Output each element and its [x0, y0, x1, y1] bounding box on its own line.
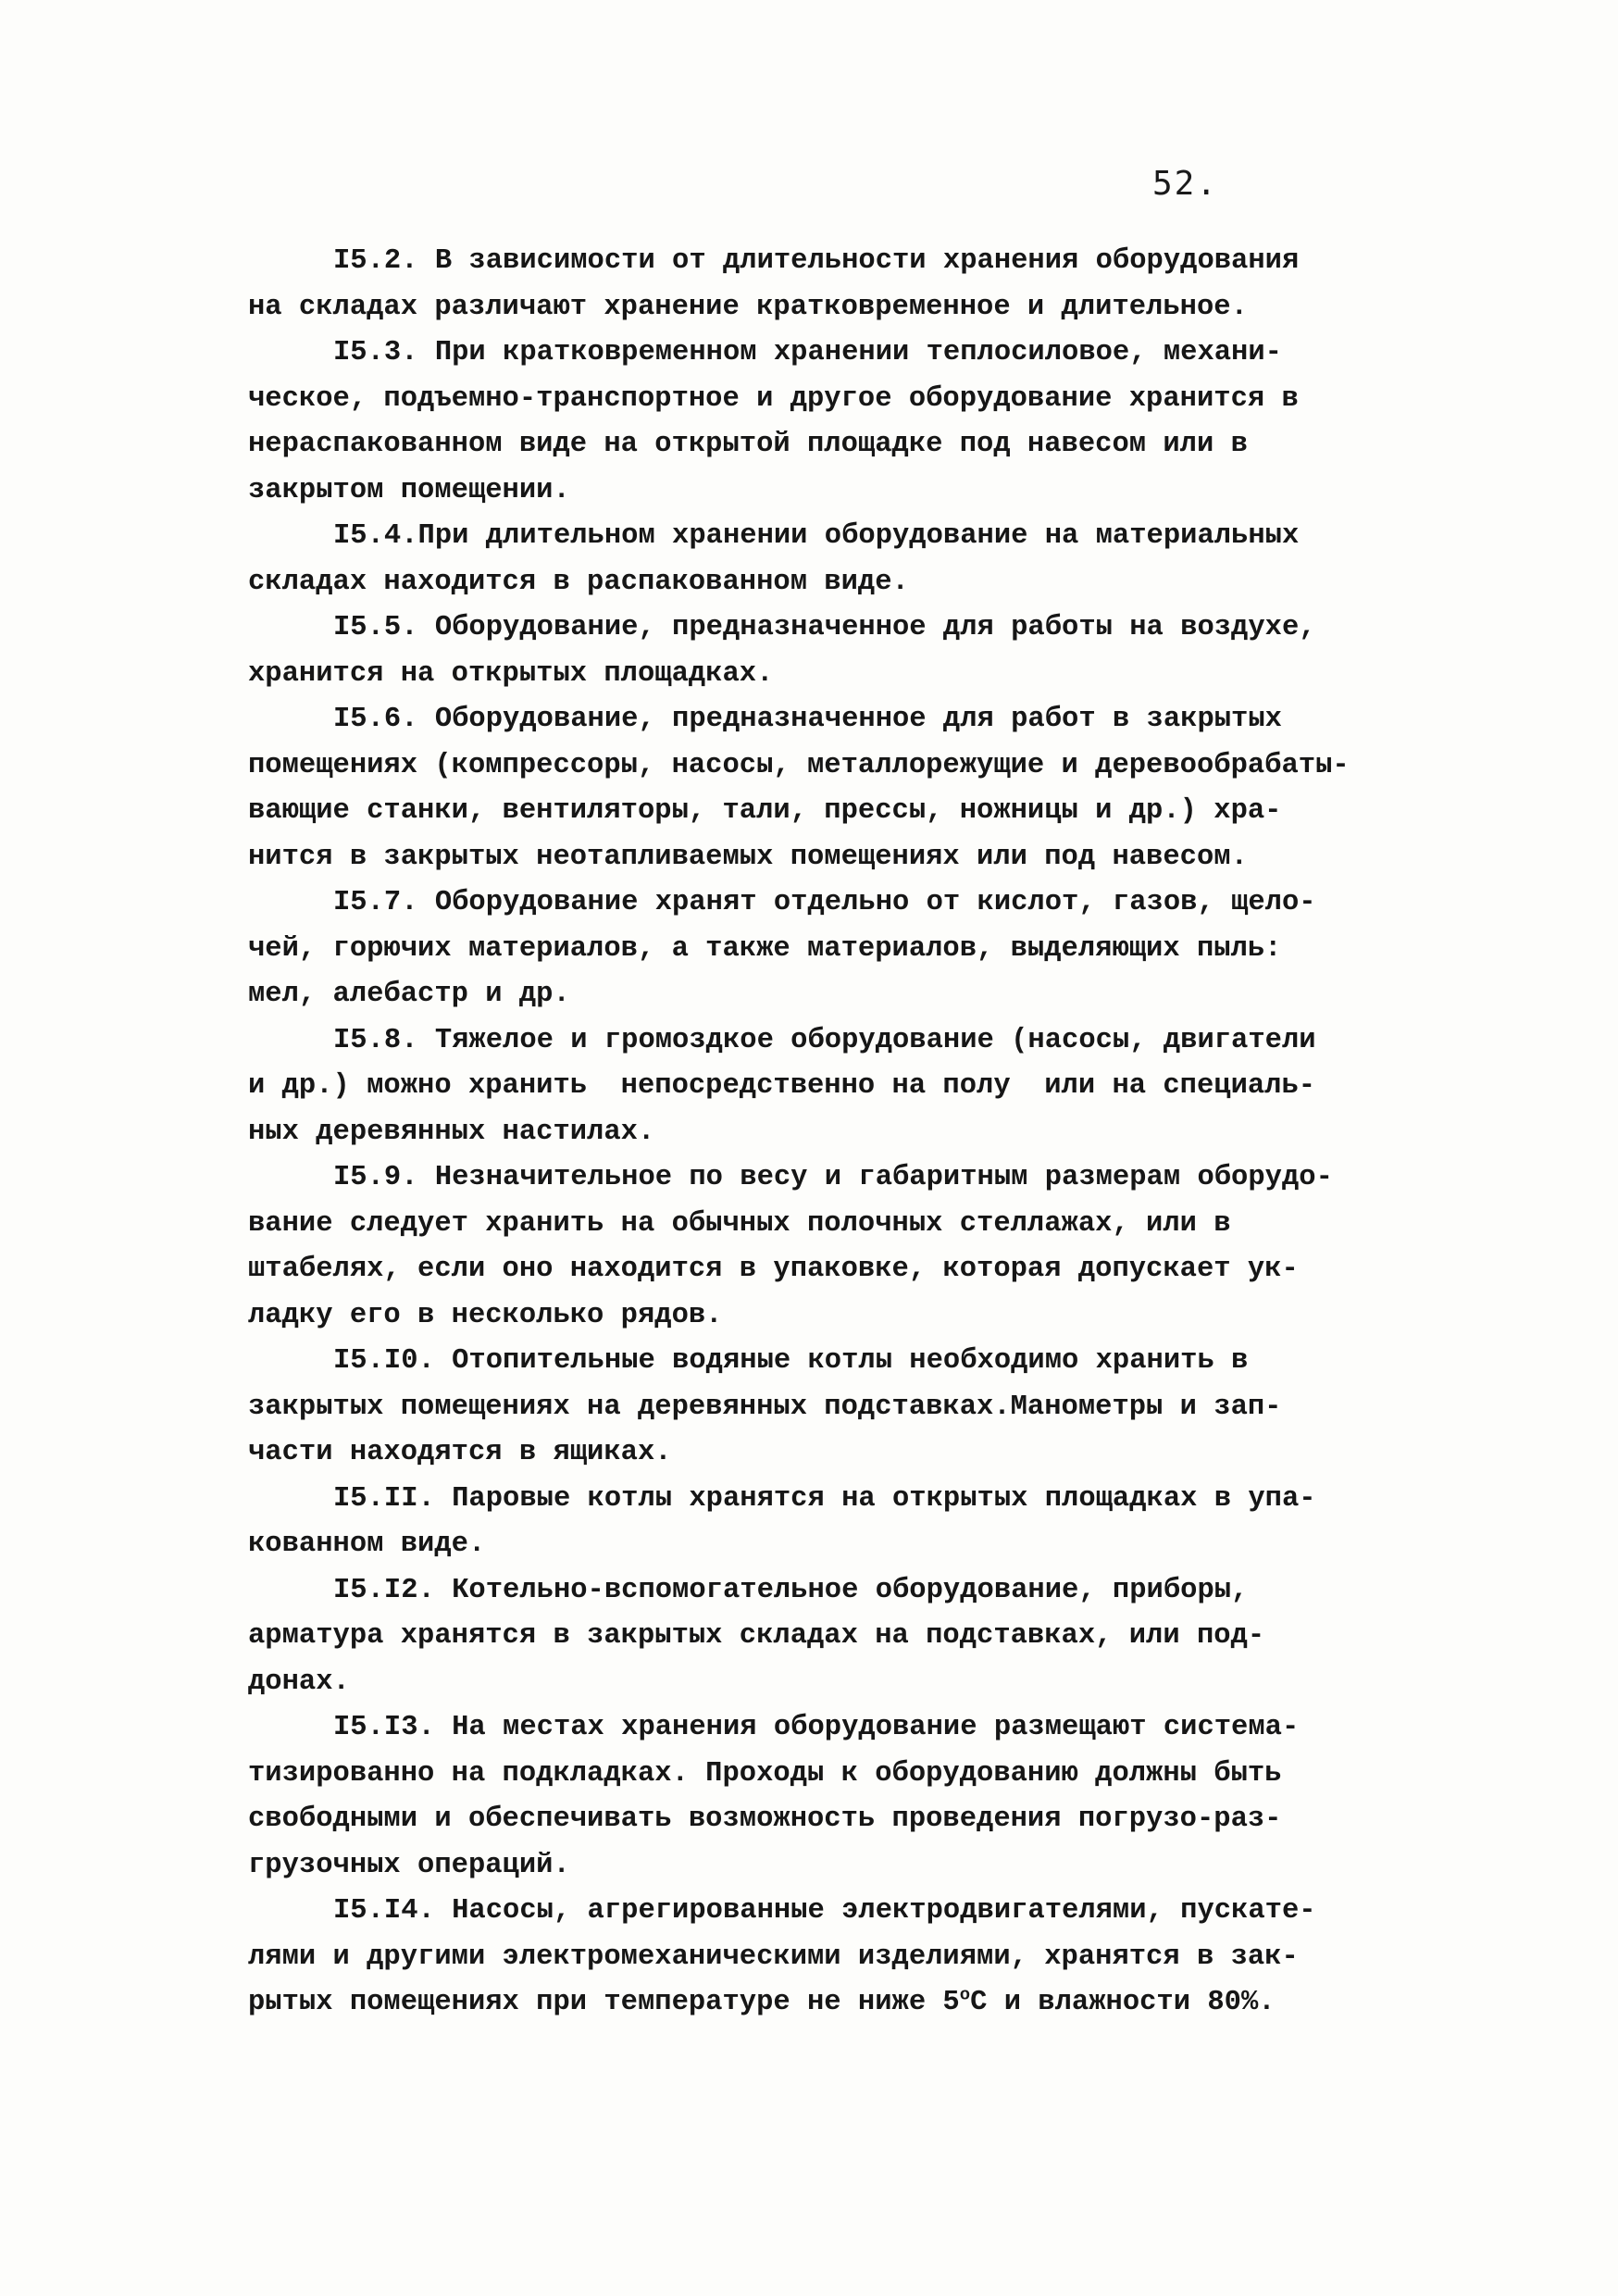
text-line: I5.5. Оборудование, предназначенное для работы на воздухе,	[333, 612, 1316, 643]
text-line: закрытом помещении.	[248, 474, 570, 506]
paragraph-15-6	[248, 697, 1396, 880]
text-line: закрытых помещениях на деревянных подставках.Манометры и зап-	[248, 1391, 1282, 1423]
text-line: помещениях (компрессоры, насосы, металлорежущие и деревообрабаты-	[248, 749, 1350, 781]
text-line: I5.3. При кратковременном хранении теплосиловое, механи-	[333, 337, 1282, 368]
text-line: I5.6. Оборудование, предназначенное для работ в закрытых	[333, 704, 1282, 735]
text-line: I5.4.При длительном хранении оборудование на материальных	[333, 520, 1300, 552]
text-line: I5.I2. Котельно-вспомогательное оборудование, приборы,	[333, 1574, 1249, 1606]
text-line: вающие станки, вентиляторы, тали, прессы, ножницы и др.) хра-	[248, 795, 1282, 827]
text-line: лями и другими электромеханическими изделиями, хранятся в зак-	[248, 1940, 1299, 1973]
text-line: складах находится в распакованном виде.	[248, 566, 909, 598]
paragraph-15-4	[248, 514, 1396, 605]
text-line: свободными и обеспечивать возможность проведения погрузо-раз-	[248, 1803, 1282, 1835]
text-fragment: С и влажности 80%.	[970, 1987, 1276, 2018]
page-number: 52.	[1152, 165, 1219, 203]
text-line: кованном виде.	[248, 1529, 486, 1560]
text-line: штабелях, если оно находится в упаковке, которая допускает ук-	[248, 1254, 1299, 1285]
text-line: ладку его в несколько рядов.	[248, 1299, 723, 1331]
paragraph-15-2	[248, 239, 1396, 331]
text-line: грузочных операций.	[248, 1849, 570, 1881]
text-line: тизированно на подкладках. Проходы к оборудованию должны быть	[248, 1757, 1282, 1790]
text-line: I5.I3. На местах хранения оборудование размещают система-	[333, 1712, 1300, 1743]
paragraph-15-14	[248, 1889, 1396, 2027]
text-line: ческое, подъемно-транспортное и другое оборудование хранится в	[248, 382, 1299, 415]
paragraph-15-13	[248, 1705, 1396, 1889]
text-line: I5.I4. Насосы, агрегированные электродвигателями, пускате-	[333, 1895, 1316, 1927]
text-fragment: рытых помещениях при температуре не ниже 5	[248, 1987, 960, 2018]
text-line: I5.9. Незначительное по весу и габаритным размерам оборудо-	[333, 1162, 1333, 1193]
paragraph-15-11	[248, 1477, 1396, 1568]
text-line: чей, горючих материалов, а также материалов, выделяющих пыль:	[248, 932, 1282, 965]
text-line: арматура хранятся в закрытых складах на подставках, или под-	[248, 1620, 1265, 1652]
text-line-temperature	[248, 1980, 1396, 2027]
document-body	[248, 239, 1396, 2027]
paragraph-15-7	[248, 880, 1396, 1018]
paragraph-15-9	[248, 1155, 1396, 1339]
paragraph-15-3	[248, 331, 1396, 514]
text-line: части находятся в ящиках.	[248, 1437, 672, 1468]
text-line: I5.I0. Отопительные водяные котлы необходимо хранить в	[333, 1345, 1249, 1377]
paragraph-15-12	[248, 1568, 1396, 1706]
paragraph-15-10	[248, 1339, 1396, 1477]
text-line: и др.) можно хранить непосредственно на полу или на специаль-	[248, 1070, 1316, 1102]
text-line: хранится на открытых площадках.	[248, 657, 774, 690]
text-line: I5.7. Оборудование хранят отдельно от кислот, газов, щело-	[333, 887, 1316, 918]
degree-superscript: о	[959, 1984, 971, 2005]
text-line: I5.II. Паровые котлы хранятся на открытых площадках в упа-	[333, 1482, 1316, 1515]
text-line: мел, алебастр и др.	[248, 979, 570, 1010]
text-line: I5.2. В зависимости от длительности хранения оборудования	[333, 245, 1300, 277]
text-line: донах.	[248, 1666, 350, 1698]
paragraph-15-8	[248, 1018, 1396, 1156]
text-line: нераспакованном виде на открытой площадке под навесом или в	[248, 429, 1248, 460]
paragraph-15-5	[248, 605, 1396, 697]
text-line: нится в закрытых неотапливаемых помещениях или под навесом.	[248, 841, 1248, 873]
text-line: ных деревянных настилах.	[248, 1116, 655, 1148]
text-line: I5.8. Тяжелое и громоздкое оборудование (насосы, двигатели	[333, 1024, 1316, 1056]
text-line: вание следует хранить на обычных полочных стеллажах, или в	[248, 1207, 1231, 1240]
text-line: на складах различают хранение кратковременное и длительное.	[248, 291, 1248, 323]
